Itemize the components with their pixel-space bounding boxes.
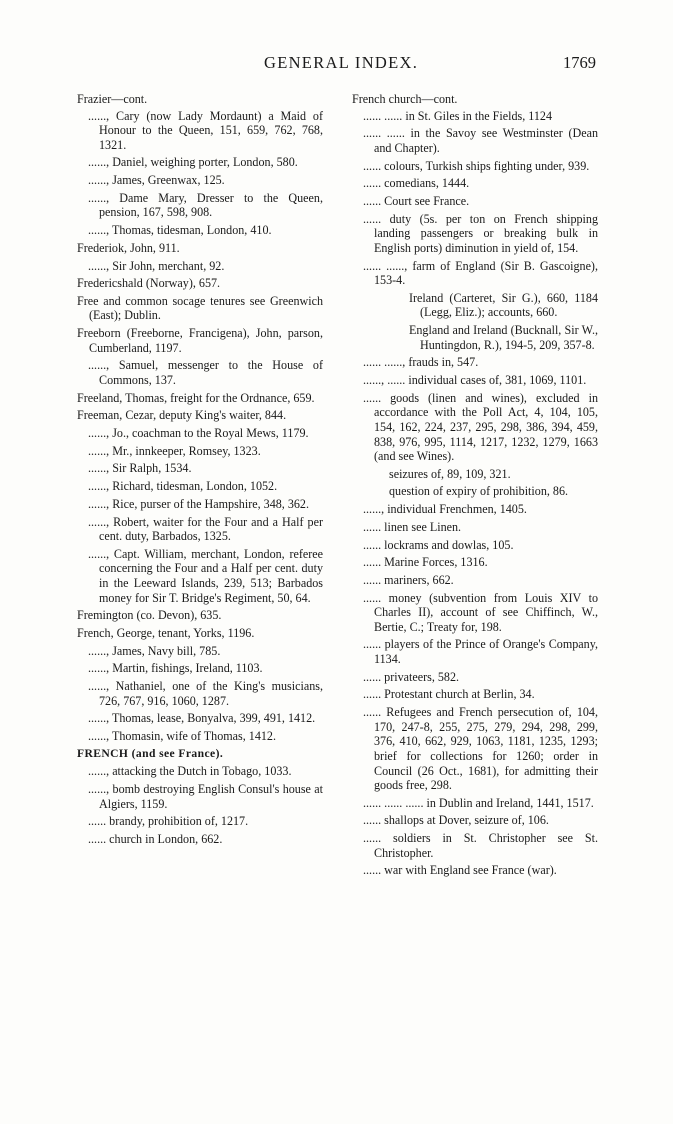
- index-entry: ...... mariners, 662.: [363, 572, 454, 587]
- left-index-column: [77, 92, 323, 850]
- index-entry: ...... duty (5s. per ton on French shipping landing passengers or breaking bulk in English ports) diminution in yield of, 154.: [363, 211, 598, 255]
- index-entry: ......, Thomas, lease, Bonyalva, 399, 491, 1412.: [88, 711, 316, 726]
- index-entry: Fredericshald (Norway), 657.: [77, 276, 221, 291]
- index-entry: ...... Marine Forces, 1316.: [363, 555, 488, 570]
- index-entry: ...... comedians, 1444.: [363, 176, 470, 191]
- index-entry: ......, James, Navy bill, 785.: [88, 643, 221, 658]
- index-entry: ...... goods (linen and wines), excluded in accordance with the Poll Act, 4, 104, 105, 154, 162, 224, 237, 295, 298, 386, 394, 459, 838, 976, 995, 1114, 1217, 1232, 1279, 1663 (and see Wines).: [363, 390, 598, 464]
- index-entry: Ireland (Carteret, Sir G.), 660, 1184 (Legg, Eliz.); accounts, 660.: [409, 290, 598, 320]
- page-header: [0, 52, 673, 82]
- index-entry: ......, Thomas, tidesman, London, 410.: [88, 223, 272, 238]
- index-entry: ...... lockrams and dowlas, 105.: [363, 537, 514, 552]
- index-entry: ......, bomb destroying English Consul's house at Algiers, 1159.: [88, 782, 323, 811]
- index-entry: ......, Daniel, weighing porter, London, 580.: [88, 155, 298, 170]
- index-entry: ...... ...... in the Savoy see Westminster (Dean and Chapter).: [363, 126, 598, 155]
- page-number: 1769: [563, 53, 596, 72]
- running-title: GENERAL INDEX.: [264, 53, 419, 72]
- index-entry: ...... players of the Prince of Orange's Company, 1134.: [363, 637, 598, 667]
- index-entry: ......, attacking the Dutch in Tobago, 1033.: [88, 764, 292, 779]
- index-entry: ......, individual Frenchmen, 1405.: [363, 502, 527, 517]
- index-entry: ......, Richard, tidesman, London, 1052.: [88, 479, 278, 494]
- index-entry: Freeman, Cezar, deputy King's waiter, 844.: [77, 408, 287, 423]
- index-entry: ...... shallops at Dover, seizure of, 106.: [363, 813, 549, 828]
- index-entry: ...... colours, Turkish ships fighting under, 939.: [363, 158, 590, 173]
- index-entry: ...... ...... in St. Giles in the Fields, 1124: [363, 108, 553, 123]
- index-entry: ......, Dame Mary, Dresser to the Queen, pension, 167, 598, 908.: [88, 190, 323, 220]
- index-entry: French church—cont.: [352, 92, 458, 106]
- index-entry: Fremington (co. Devon), 635.: [77, 608, 222, 623]
- index-entry: ......, Mr., innkeeper, Romsey, 1323.: [88, 443, 261, 458]
- index-entry: ...... war with England see France (war).: [363, 863, 557, 878]
- index-entry: ...... ......, frauds in, 547.: [363, 355, 479, 370]
- index-entry: ......, Thomasin, wife of Thomas, 1412.: [88, 729, 276, 743]
- index-entry: Freeland, Thomas, freight for the Ordnance, 659.: [77, 390, 315, 405]
- index-entry: ...... brandy, prohibition of, 1217.: [88, 814, 249, 829]
- index-entry: Freeborn (Freeborne, Francigena), John, parson, Cumberland, 1197.: [77, 326, 323, 355]
- index-entry: ......, James, Greenwax, 125.: [88, 173, 225, 188]
- index-entry: seizures of, 89, 109, 321.: [389, 466, 511, 481]
- index-entry: ......, Robert, waiter for the Four and a Half per cent. duty, Barbados, 1325.: [88, 514, 323, 544]
- right-index-column: [352, 92, 598, 881]
- index-entry: ......, Capt. William, merchant, London, referee concerning the Four and a Half per cent. duty in the Leeward Islands, 239, 513; Barbados money for Sir T. Bridge's Regiment, 50, 64.: [88, 546, 323, 605]
- index-entry: French, George, tenant, Yorks, 1196.: [77, 625, 255, 640]
- index-entry: ...... church in London, 662.: [88, 832, 223, 847]
- index-entry: ...... Refugees and French persecution of, 104, 170, 247-8, 255, 275, 279, 294, 298, 299, 376, 410, 662, 929, 1063, 1181, 1235, 1293; brief for collections for 1260; order in Council (26 Oct., 1681), for admitting their goods free, 298.: [363, 705, 598, 793]
- index-entry: ......, Samuel, messenger to the House of Commons, 137.: [88, 358, 323, 388]
- index-entry: ......, ...... individual cases of, 381, 1069, 1101.: [363, 373, 587, 388]
- index-entry: Free and common socage tenures see Greenwich (East); Dublin.: [77, 293, 323, 323]
- index-entry: ......, Nathaniel, one of the King's musicians, 726, 767, 916, 1060, 1287.: [88, 679, 323, 708]
- index-entry: ...... linen see Linen.: [363, 519, 462, 534]
- index-entry: ...... Protestant church at Berlin, 34.: [363, 687, 535, 702]
- index-entry: ...... Court see France.: [363, 193, 470, 208]
- index-entry: ......, Jo., coachman to the Royal Mews, 1179.: [88, 426, 309, 441]
- index-entry: question of expiry of prohibition, 86.: [389, 484, 569, 499]
- index-entry: ...... ......, farm of England (Sir B. Gascoigne), 153-4.: [363, 258, 598, 288]
- index-entry: ...... soldiers in St. Christopher see St. Christopher.: [363, 831, 598, 860]
- index-entry: Frazier—cont.: [77, 92, 148, 106]
- index-entry: ...... money (subvention from Louis XIV to Charles II), account of see Chiffinch, W., Bertie, C.; Treaty for, 198.: [363, 590, 598, 634]
- index-entry: ......, Sir Ralph, 1534.: [88, 461, 192, 476]
- index-entry: ...... ...... ...... in Dublin and Ireland, 1441, 1517.: [363, 795, 594, 810]
- index-entry: ...... privateers, 582.: [363, 669, 460, 684]
- index-entry: ......, Sir John, merchant, 92.: [88, 258, 225, 273]
- index-entry: ......, Cary (now Lady Mordaunt) a Maid of Honour to the Queen, 151, 659, 762, 768, 1321.: [88, 108, 323, 152]
- index-entry: ......, Rice, purser of the Hampshire, 348, 362.: [88, 496, 310, 511]
- index-entry: Frederiok, John, 911.: [77, 240, 180, 255]
- index-entry: ......, Martin, fishings, Ireland, 1103.: [88, 661, 263, 676]
- index-entry: FRENCH (and see France).: [77, 746, 224, 760]
- index-entry: England and Ireland (Bucknall, Sir W., Huntingdon, R.), 194-5, 209, 357-8.: [409, 323, 598, 352]
